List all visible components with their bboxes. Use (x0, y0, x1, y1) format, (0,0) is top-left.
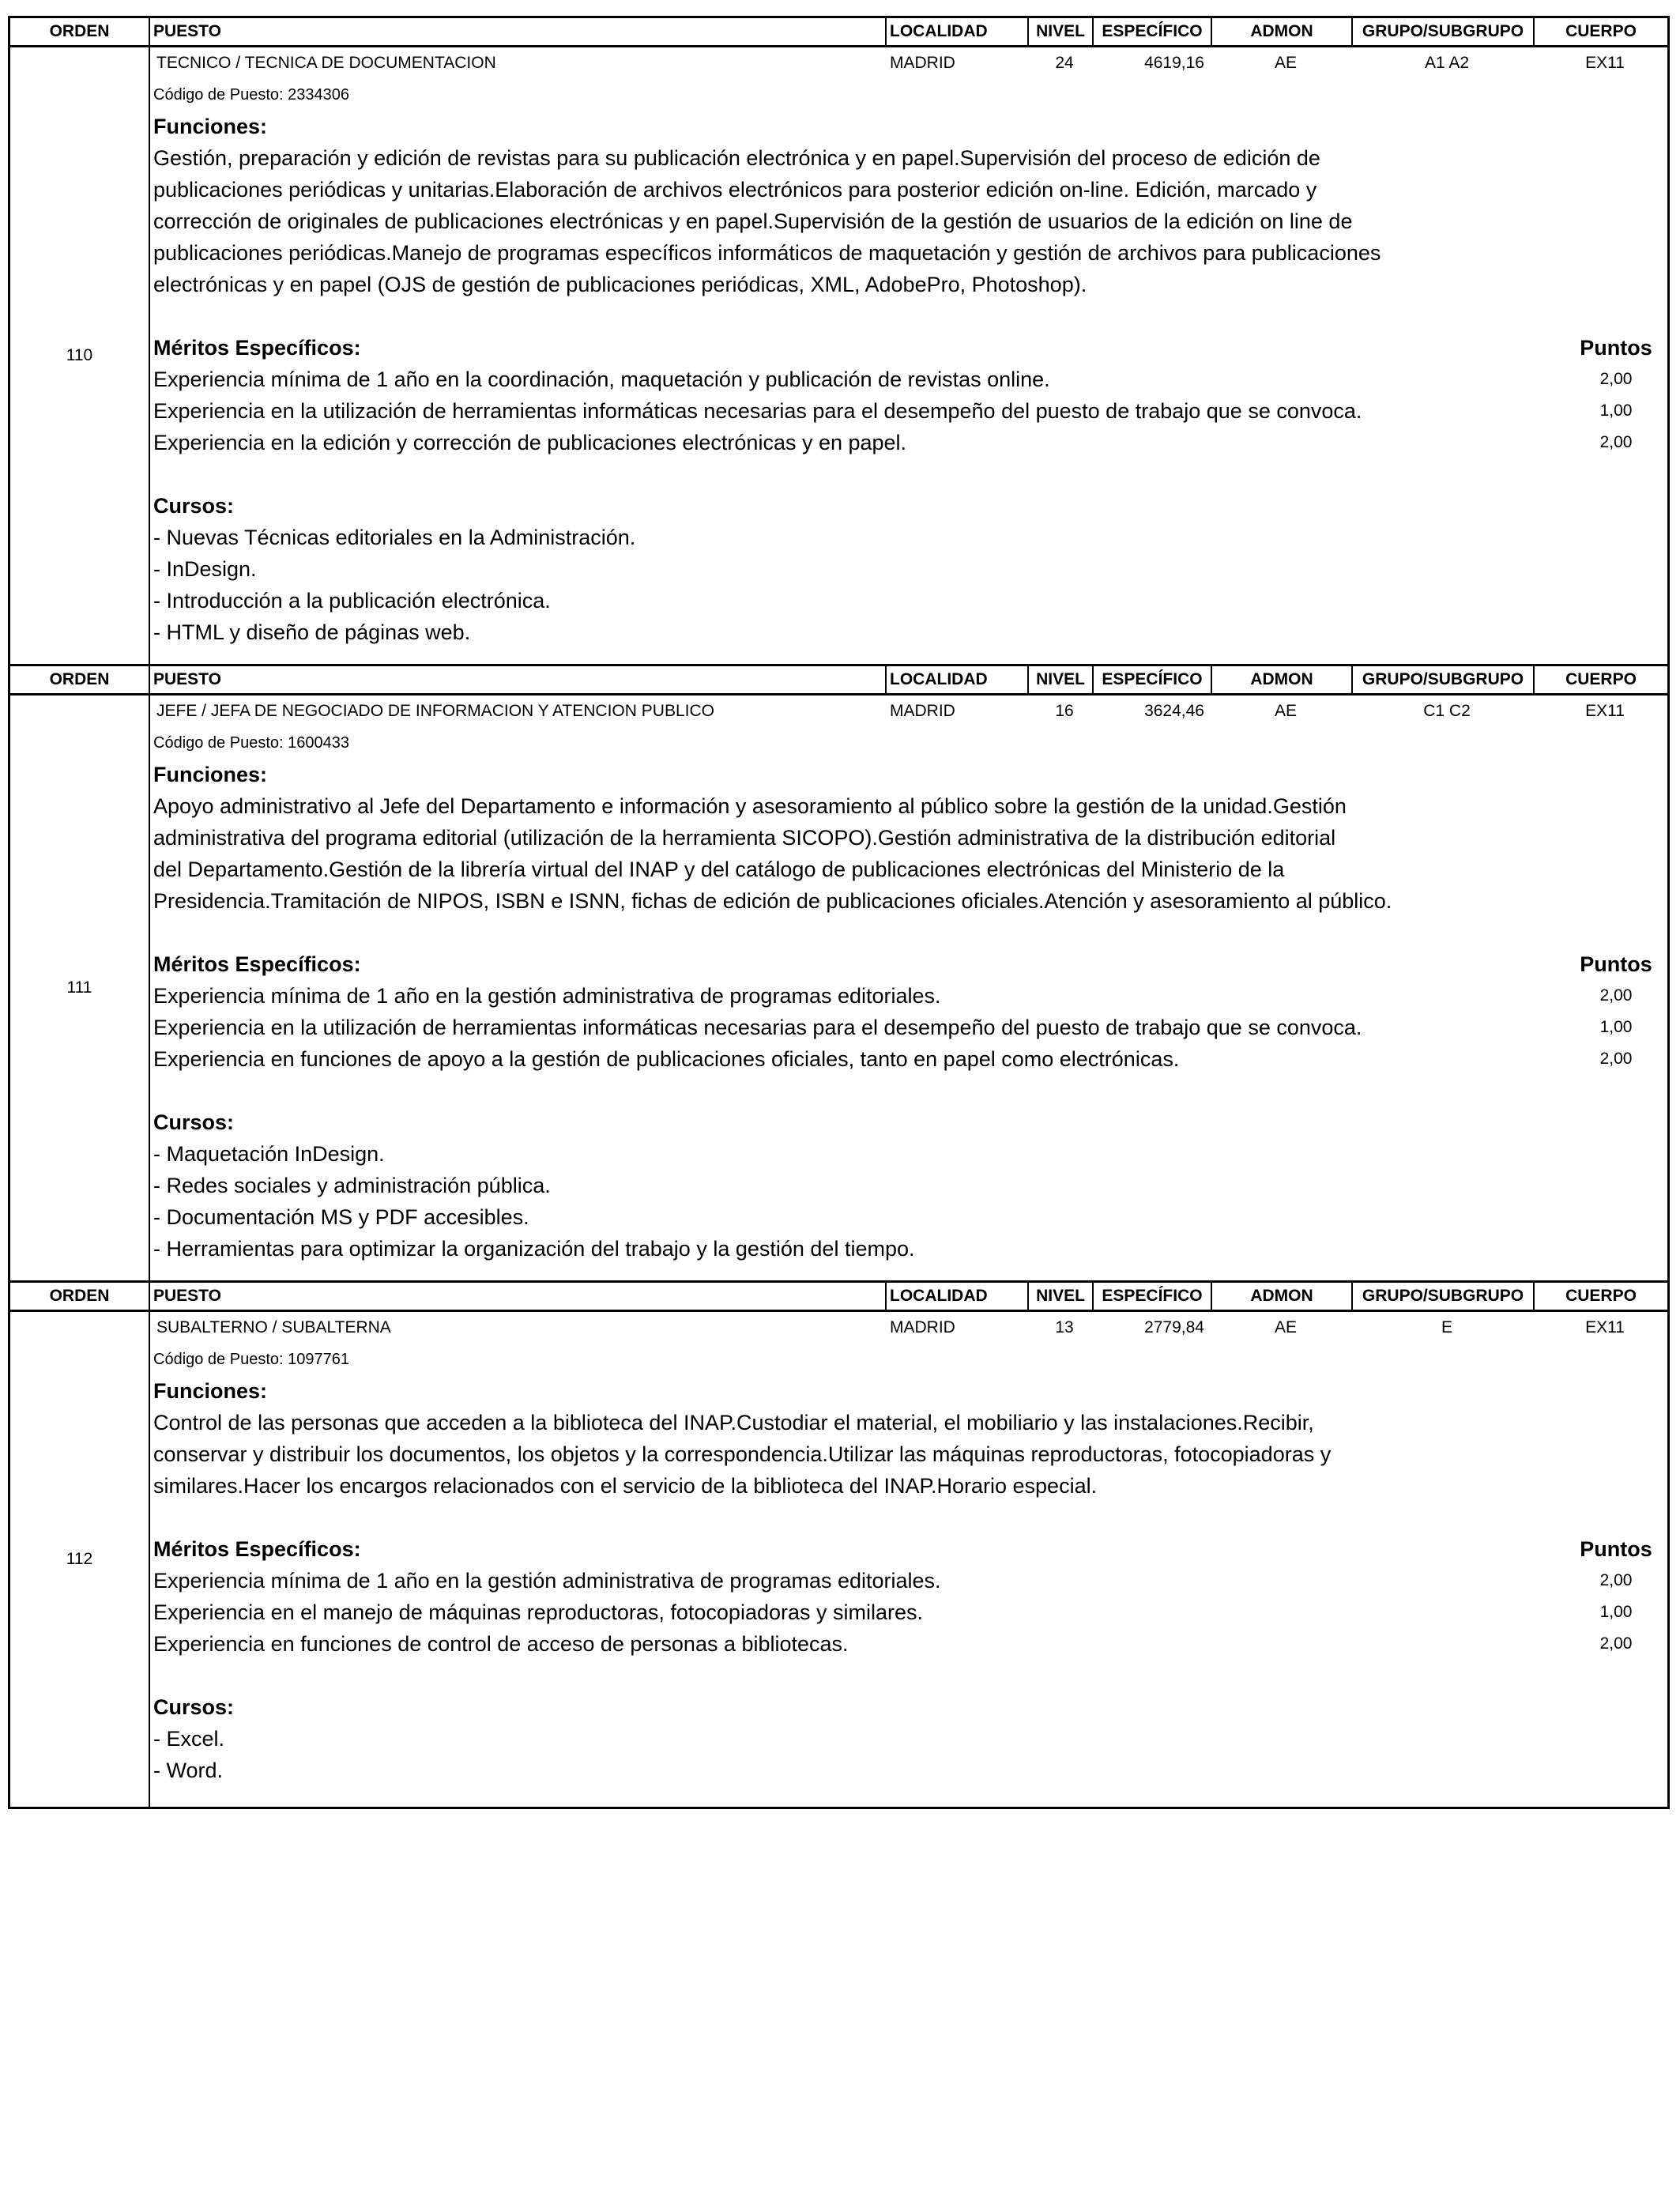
merito-text: Experiencia en el manejo de máquinas reproductoras, fotocopiadoras y similares. (153, 1600, 924, 1624)
merito-row (153, 1565, 1667, 1596)
puesto-value: JEFE / JEFA DE NEGOCIADO DE INFORMACION Y ATENCION PUBLICO (156, 702, 714, 720)
cursos-list (153, 522, 1667, 648)
header-nivel: NIVEL (1029, 18, 1094, 45)
header-localidad: LOCALIDAD (887, 1283, 1029, 1310)
merito-puntos: 1,00 (1599, 401, 1633, 420)
job-listing-document (8, 16, 1670, 1809)
grupo-subgrupo-value: A1 A2 (1424, 54, 1470, 72)
merito-text: Experiencia en la utilización de herramientas informáticas necesarias para el desempeño del puesto de trabajo que se convoca. (153, 1016, 1362, 1039)
job-summary-row (153, 1312, 1667, 1344)
merito-row (153, 395, 1667, 427)
merito-text: Experiencia mínima de 1 año en la gestión administrativa de programas editoriales. (153, 1569, 941, 1593)
header-cuerpo: CUERPO (1565, 22, 1637, 40)
table-header-row (8, 1280, 1670, 1312)
meritos-list (153, 364, 1667, 458)
admon-value: AE (1274, 1318, 1297, 1336)
header-admon: ADMON (1212, 666, 1353, 693)
codigo-puesto: Código de Puesto: 1097761 (153, 1351, 349, 1368)
merito-puntos: 1,00 (1599, 1603, 1633, 1621)
cursos-heading: Cursos: (153, 1110, 235, 1134)
funciones-heading: Funciones: (153, 1379, 268, 1403)
job-block (8, 664, 1670, 1280)
orden-value: 111 (10, 696, 150, 1280)
curso-item: - Excel. (153, 1727, 225, 1751)
job-summary-row (153, 47, 1667, 79)
curso-item: - Herramientas para optimizar la organización del trabajo y la gestión del tiempo. (153, 1237, 915, 1261)
funciones-line: publicaciones periódicas.Manejo de programas específicos informáticos de maquetación y gestión de archivos para publicaciones (153, 241, 1381, 265)
orden-value: 112 (10, 1312, 150, 1807)
funciones-heading: Funciones: (153, 763, 268, 786)
cuerpo-value: EX11 (1585, 54, 1625, 72)
header-cuerpo: CUERPO (1565, 1287, 1637, 1305)
meritos-heading-row (153, 332, 1667, 364)
merito-puntos: 2,00 (1599, 986, 1633, 1005)
funciones-line: similares.Hacer los encargos relacionados con el servicio de la biblioteca del INAP.Horario especial. (153, 1474, 1098, 1498)
header-localidad: LOCALIDAD (887, 18, 1029, 45)
curso-item: - Maquetación InDesign. (153, 1142, 385, 1166)
header-orden: ORDEN (10, 666, 150, 693)
admon-value: AE (1274, 54, 1297, 72)
curso-item: - Word. (153, 1759, 224, 1782)
header-orden: ORDEN (10, 1283, 150, 1310)
puesto-value: TECNICO / TECNICA DE DOCUMENTACION (156, 54, 496, 72)
header-nivel: NIVEL (1029, 1283, 1094, 1310)
merito-text: Experiencia mínima de 1 año en la gestión administrativa de programas editoriales. (153, 984, 941, 1008)
merito-puntos: 2,00 (1599, 1634, 1633, 1653)
meritos-heading: Méritos Específicos: (153, 336, 361, 360)
grupo-subgrupo-value: C1 C2 (1423, 702, 1471, 720)
header-grupo-subgrupo: GRUPO/SUBGRUPO (1353, 18, 1535, 45)
merito-puntos: 2,00 (1599, 1050, 1633, 1068)
merito-row (153, 980, 1667, 1012)
merito-row (153, 1043, 1667, 1075)
meritos-heading-row (153, 948, 1667, 980)
localidad-value: MADRID (890, 54, 955, 72)
especifico-value: 2779,84 (1144, 1318, 1204, 1336)
nivel-value: 24 (1055, 54, 1074, 72)
merito-text: Experiencia mínima de 1 año en la coordinación, maquetación y publicación de revistas online. (153, 368, 1050, 391)
header-especifico: ESPECÍFICO (1094, 18, 1212, 45)
merito-text: Experiencia en funciones de apoyo a la gestión de publicaciones oficiales, tanto en papel como electrónicas. (153, 1047, 1180, 1071)
funciones-line: corrección de originales de publicaciones electrónicas y en papel.Supervisión de la gestión de usuarios de la edición on line de (153, 209, 1353, 233)
meritos-heading-row (153, 1533, 1667, 1565)
curso-item: - HTML y diseño de páginas web. (153, 620, 471, 644)
job-summary-row (153, 696, 1667, 727)
nivel-value: 16 (1055, 702, 1074, 720)
header-especifico: ESPECÍFICO (1094, 666, 1212, 693)
table-header-row (8, 16, 1670, 47)
cursos-heading: Cursos: (153, 1695, 235, 1719)
admon-value: AE (1274, 702, 1297, 720)
job-body (8, 47, 1670, 664)
header-grupo-subgrupo: GRUPO/SUBGRUPO (1353, 666, 1535, 693)
funciones-text (153, 790, 1667, 917)
funciones-line: Control de las personas que acceden a la biblioteca del INAP.Custodiar el material, el mobiliario y las instalaciones.Recibir, (153, 1411, 1314, 1434)
header-puesto: PUESTO (150, 18, 887, 45)
merito-puntos: 2,00 (1599, 1571, 1633, 1589)
merito-row (153, 1596, 1667, 1628)
funciones-text (153, 142, 1667, 300)
codigo-puesto: Código de Puesto: 2334306 (153, 86, 349, 104)
funciones-line: Gestión, preparación y edición de revistas para su publicación electrónica y en papel.Supervisión del proceso de edición de (153, 146, 1320, 170)
curso-item: - InDesign. (153, 557, 257, 581)
funciones-line: publicaciones periódicas y unitarias.Elaboración de archivos electrónicos para posterior edición on-line. Edición, marcado y (153, 178, 1317, 202)
job-block (8, 16, 1670, 664)
curso-item: - Nuevas Técnicas editoriales en la Administración. (153, 526, 636, 549)
puntos-heading: Puntos (1580, 336, 1652, 360)
curso-item: - Redes sociales y administración pública. (153, 1174, 551, 1197)
curso-item: - Documentación MS y PDF accesibles. (153, 1205, 529, 1229)
puntos-heading: Puntos (1580, 952, 1652, 976)
header-grupo-subgrupo: GRUPO/SUBGRUPO (1353, 1283, 1535, 1310)
funciones-line: Presidencia.Tramitación de NIPOS, ISBN e ISNN, fichas de edición de publicaciones oficiales.Atención y asesoramiento al público. (153, 889, 1392, 913)
header-admon: ADMON (1212, 18, 1353, 45)
grupo-subgrupo-value: E (1441, 1318, 1452, 1336)
meritos-list (153, 980, 1667, 1075)
table-header-row (8, 664, 1670, 696)
merito-row (153, 364, 1667, 395)
funciones-text (153, 1407, 1667, 1502)
localidad-value: MADRID (890, 702, 955, 720)
header-puesto: PUESTO (150, 1283, 887, 1310)
header-nivel: NIVEL (1029, 666, 1094, 693)
cuerpo-value: EX11 (1585, 1318, 1625, 1336)
especifico-value: 4619,16 (1144, 54, 1204, 72)
header-cuerpo: CUERPO (1565, 670, 1637, 688)
meritos-heading: Méritos Específicos: (153, 952, 361, 976)
localidad-value: MADRID (890, 1318, 955, 1336)
cursos-heading: Cursos: (153, 494, 235, 518)
curso-item: - Introducción a la publicación electrónica. (153, 589, 551, 613)
merito-puntos: 1,00 (1599, 1018, 1633, 1036)
merito-puntos: 2,00 (1599, 433, 1633, 451)
especifico-value: 3624,46 (1144, 702, 1204, 720)
merito-text: Experiencia en la utilización de herramientas informáticas necesarias para el desempeño del puesto de trabajo que se convoca. (153, 399, 1362, 423)
codigo-puesto: Código de Puesto: 1600433 (153, 734, 349, 752)
orden-value: 110 (10, 47, 150, 664)
header-admon: ADMON (1212, 1283, 1353, 1310)
funciones-line: conservar y distribuir los documentos, los objetos y la correspondencia.Utilizar las máquinas reproductoras, fotocopiadoras y (153, 1442, 1332, 1466)
meritos-list (153, 1565, 1667, 1660)
merito-row (153, 1628, 1667, 1660)
header-orden: ORDEN (10, 18, 150, 45)
merito-puntos: 2,00 (1599, 370, 1633, 388)
merito-row (153, 427, 1667, 458)
funciones-heading: Funciones: (153, 115, 268, 138)
meritos-heading: Méritos Específicos: (153, 1537, 361, 1561)
funciones-line: Apoyo administrativo al Jefe del Departamento e información y asesoramiento al público sobre la gestión de la unidad.Gestión (153, 794, 1347, 818)
funciones-line: electrónicas y en papel (OJS de gestión de publicaciones periódicas, XML, AdobePro, Photoshop). (153, 273, 1087, 296)
cuerpo-value: EX11 (1585, 702, 1625, 720)
nivel-value: 13 (1055, 1318, 1074, 1336)
cursos-list (153, 1723, 1667, 1786)
funciones-line: administrativa del programa editorial (utilización de la herramienta SICOPO).Gestión administrativa de la distribución editorial (153, 826, 1336, 850)
job-block (8, 1280, 1670, 1809)
job-details (150, 696, 1667, 1280)
job-details (150, 47, 1667, 664)
merito-text: Experiencia en funciones de control de acceso de personas a bibliotecas. (153, 1632, 849, 1656)
puntos-heading: Puntos (1580, 1537, 1652, 1561)
header-localidad: LOCALIDAD (887, 666, 1029, 693)
job-details (150, 1312, 1667, 1807)
job-body (8, 1312, 1670, 1809)
merito-row (153, 1012, 1667, 1043)
puesto-value: SUBALTERNO / SUBALTERNA (156, 1318, 391, 1336)
cursos-list (153, 1138, 1667, 1265)
funciones-line: del Departamento.Gestión de la librería virtual del INAP y del catálogo de publicaciones electrónicas del Ministerio de la (153, 858, 1285, 881)
header-puesto: PUESTO (150, 666, 887, 693)
merito-text: Experiencia en la edición y corrección de publicaciones electrónicas y en papel. (153, 431, 907, 454)
job-body (8, 696, 1670, 1280)
header-especifico: ESPECÍFICO (1094, 1283, 1212, 1310)
